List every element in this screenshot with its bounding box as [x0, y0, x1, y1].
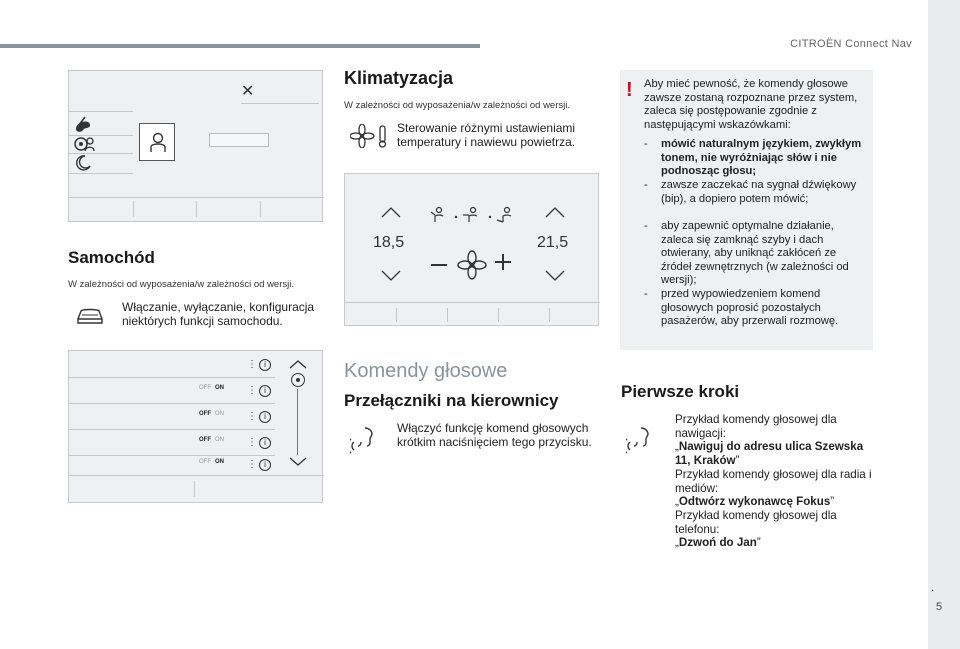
tips-intro: Aby mieć pewność, że komendy głosowe zawsze zostaną rozpoznane przez system, zaleca się postępowanie zgodnie z następującymi wskazówkami: [644, 78, 858, 131]
moon-icon [75, 155, 91, 171]
info-icon[interactable]: i [259, 385, 271, 397]
klimatyzacja-version-note: W zależności od wyposażenia/w zależności od wersji. [344, 100, 570, 111]
example-nav-command: „Nawiguj do adresu ulica Szewska 11, Kraków” [675, 440, 864, 468]
settings-person-icon [73, 135, 95, 153]
samochod-description: Włączanie, wyłączanie, konfiguracja niektórych funkcji samochodu. [122, 300, 315, 328]
divider [69, 403, 275, 404]
palette-icon [73, 115, 93, 133]
voice-tips-box [620, 70, 873, 350]
person-icon [149, 132, 167, 154]
scroll-down-icon[interactable] [289, 457, 307, 467]
example-radio-intro: Przykład komendy głosowej dla radia i mediów: [675, 467, 872, 495]
tip-item: aby zapewnić optymalne działanie, zaleca się zamknąć szyby i dach otwierany, aby uniknąć zakłóceń ze źródeł zewnętrznych (w zależności od wersji); [661, 220, 849, 286]
profile-name-field[interactable] [209, 133, 269, 147]
row-more-icon: ⋮ [247, 459, 257, 470]
scroll-up-icon[interactable] [289, 359, 307, 369]
row-more-icon: ⋮ [247, 385, 257, 396]
left-temp-up-icon[interactable] [381, 206, 401, 218]
toggle-switch[interactable] [199, 385, 224, 391]
voice-command-button-icon [350, 424, 382, 456]
info-icon[interactable]: i [259, 459, 271, 471]
example-nav-intro: Przykład komendy głosowej dla nawigacji: [675, 413, 837, 440]
vehicle-settings-illustration [68, 350, 323, 503]
right-temp-down-icon[interactable] [545, 270, 565, 282]
example-phone-intro: Przykład komendy głosowej dla telefonu: [675, 508, 837, 536]
climate-fan-thermometer-icon [350, 124, 390, 148]
row-more-icon: ⋮ [247, 411, 257, 422]
example-phone-command-text: Dzwoń do Jan [678, 536, 757, 550]
toggle-on-label: ON [215, 437, 224, 443]
samochod-title: Samochód [68, 248, 155, 267]
divider [69, 153, 133, 154]
example-phone-command: „Dzwoń do Jan” [675, 536, 761, 550]
divider [498, 308, 499, 322]
tip-bullet: - [644, 288, 648, 300]
divider [69, 429, 275, 430]
row-more-icon: ⋮ [247, 437, 257, 448]
tip-bullet: - [644, 220, 648, 232]
example-nav-command-text: Nawiguj do adresu ulica Szewska 11, Kraków [675, 440, 864, 468]
tip-bullet: - [644, 179, 648, 191]
toggle-switch[interactable] [199, 459, 224, 465]
warning-icon: ! [626, 79, 633, 101]
divider [260, 201, 261, 217]
toggle-off-label: OFF [199, 411, 211, 417]
tip-item: przed wypowiedzeniem komend głosowych poprosić pozostałych pasażerów, aby przerwali rozmowę. [661, 288, 839, 327]
toggle-on-label: ON [215, 411, 224, 417]
climate-screen-illustration [344, 173, 599, 326]
pierwsze-kroki-title: Pierwsze kroki [621, 382, 740, 401]
voice-examples [675, 413, 875, 550]
przelaczniki-title: Przełączniki na kierownicy [344, 391, 559, 410]
toggle-switch[interactable] [199, 411, 224, 417]
left-temperature: 18,5 [373, 234, 405, 251]
klimatyzacja-description: Sterowanie różnymi ustawieniami temperatury i nawiewu powietrza. [397, 121, 576, 149]
close-icon: ✕ [241, 83, 255, 100]
divider [69, 111, 133, 112]
example-radio-command: „Odtwórz wykonawcę Fokus” [675, 495, 835, 509]
fan-icon [457, 250, 487, 280]
example-radio-command-text: Odtwórz wykonawcę Fokus [678, 495, 831, 509]
samochod-version-note: W zależności od wyposażenia/w zależności od wersji. [68, 279, 294, 290]
page-mark: . [931, 580, 935, 594]
divider [69, 475, 324, 476]
fan-increase-icon[interactable] [495, 254, 511, 270]
toggle-off-label: OFF [199, 437, 211, 443]
air-distribution-icons[interactable] [429, 206, 521, 224]
divider [69, 173, 133, 174]
car-icon [75, 304, 105, 326]
toggle-on-label: ON [215, 459, 224, 465]
right-temperature: 21,5 [537, 234, 569, 251]
divider [194, 481, 195, 497]
tip-item: mówić naturalnym językiem, zwykłym tonem, nie wyróżniając słów i nie podnosząc głosu; [661, 138, 862, 177]
divider [345, 302, 600, 303]
header-bar [0, 44, 480, 48]
toggle-off-label: OFF [199, 385, 211, 391]
toggle-on-label: ON [215, 385, 224, 391]
tip-bullet: - [644, 138, 648, 150]
divider [241, 103, 319, 104]
klimatyzacja-title: Klimatyzacja [344, 68, 454, 88]
toggle-switch[interactable] [199, 437, 224, 443]
divider [69, 197, 324, 198]
divider [133, 201, 134, 217]
vehicle-screen-illustration [68, 70, 323, 222]
scroll-position-indicator[interactable] [291, 373, 305, 387]
page-number: 5 [936, 601, 943, 613]
info-icon[interactable]: i [259, 359, 271, 371]
divider [69, 377, 275, 378]
row-more-icon: ⋮ [247, 359, 257, 370]
profile-button[interactable] [139, 123, 175, 161]
tip-item: zawsze zaczekać na sygnał dźwiękowy (bip), a dopiero potem mówić; [661, 179, 857, 205]
fan-decrease-icon[interactable] [431, 264, 447, 266]
komendy-title: Komendy głosowe [344, 360, 508, 382]
toggle-off-label: OFF [199, 459, 211, 465]
divider [447, 308, 448, 322]
scrollbar-track[interactable] [297, 389, 298, 455]
right-temp-up-icon[interactable] [545, 206, 565, 218]
right-margin-strip [928, 0, 960, 649]
komendy-description: Włączyć funkcję komend głosowych krótkim naciśnięciem tego przycisku. [397, 421, 592, 449]
divider [396, 308, 397, 322]
divider [196, 201, 197, 217]
info-icon[interactable]: i [259, 411, 271, 423]
left-temp-down-icon[interactable] [381, 270, 401, 282]
divider [69, 455, 275, 456]
header-title: CITROËN Connect Nav [790, 38, 912, 50]
voice-command-button-icon [626, 424, 658, 456]
divider [549, 308, 550, 322]
info-icon[interactable]: i [259, 437, 271, 449]
